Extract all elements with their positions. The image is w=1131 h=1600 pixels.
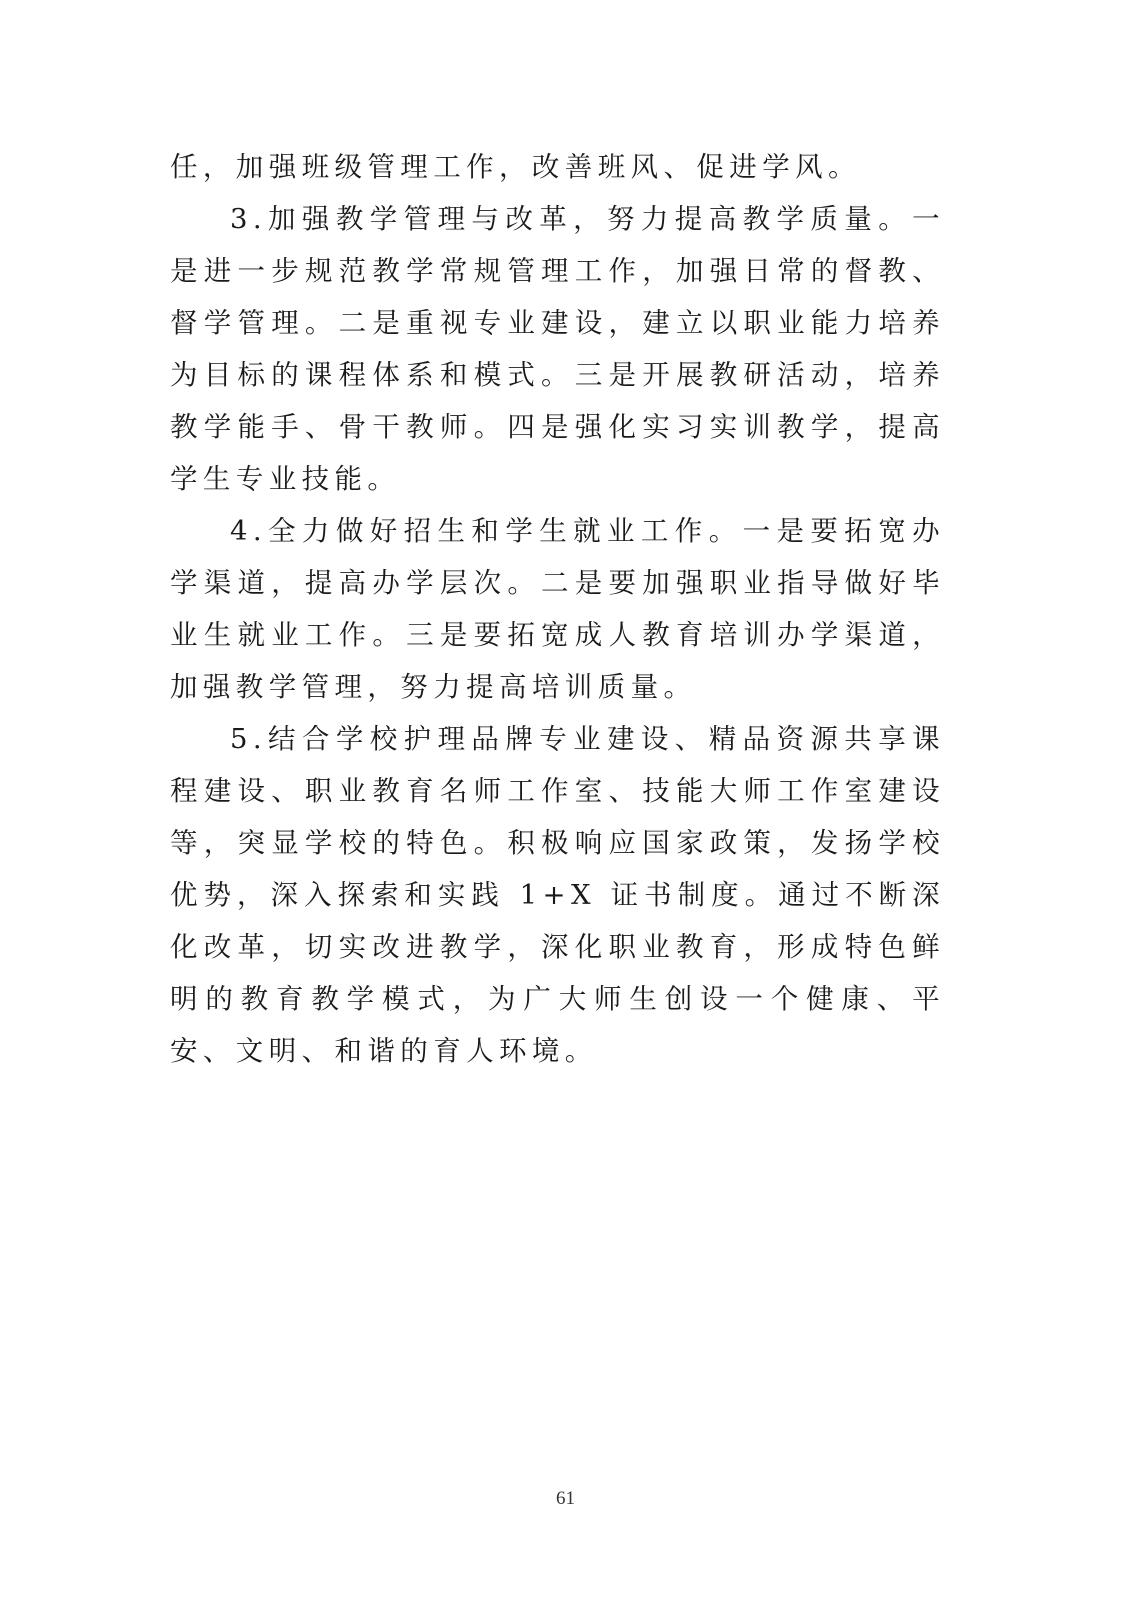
paragraph-item-4: 4.全力做好招生和学生就业工作。一是要拓宽办学渠道，提高办学层次。二是要加强职业指导做好毕业生就业工作。三是要拓宽成人教育培训办学渠道，加强教学管理，努力提高培训质量。 (170, 515, 945, 703)
body-text (170, 141, 945, 1077)
page-number: 61 (556, 1488, 575, 1509)
paragraph-continuation: 任，加强班级管理工作，改善班风、促进学风。 (170, 151, 861, 183)
paragraph-item-3: 3.加强教学管理与改革，努力提高教学质量。一是进一步规范教学常规管理工作，加强日常的督教、督学管理。二是重视专业建设，建立以职业能力培养为目标的课程体系和模式。三是开展教研活动，培养教学能手、骨干教师。四是强化实习实训教学，提高学生专业技能。 (170, 203, 945, 495)
paragraph-item-5: 5.结合学校护理品牌专业建设、精品资源共享课程建设、职业教育名师工作室、技能大师工作室建设等，突显学校的特色。积极响应国家政策，发扬学校优势，深入探索和实践 1+X 证书制度。通过不断深化改革，切实改进教学，深化职业教育，形成特色鲜明的教育教学模式，为广大师生创设一个健康、平安、文明、和谐的育人环境。 (170, 723, 945, 1067)
